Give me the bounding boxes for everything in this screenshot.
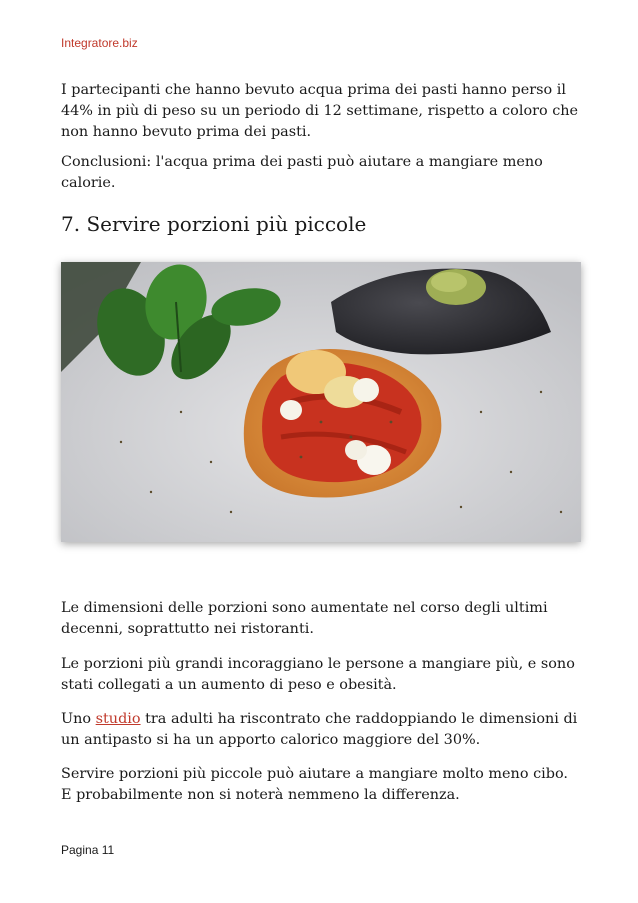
section-title: 7. Servire porzioni più piccole: [61, 212, 367, 236]
study-link[interactable]: studio: [95, 711, 141, 727]
page-number: Pagina 11: [61, 843, 115, 857]
paragraph-study-before: Uno: [61, 711, 96, 727]
paragraph-study-after: tra adulti ha riscontrato che raddoppiando le dimensioni di un antipasto si ha un apporto calorico maggiore del 30%.: [61, 711, 578, 748]
paragraph-portion-sizes: Le dimensioni delle porzioni sono aumentate nel corso degli ultimi decenni, soprattutto nei ristoranti.: [61, 600, 548, 637]
food-photo: [61, 262, 581, 542]
paragraph-serve-smaller: Servire porzioni più piccole può aiutare a mangiare molto meno cibo. E probabilmente non si noterà nemmeno la differenza.: [61, 766, 568, 803]
site-link[interactable]: Integratore.biz: [61, 36, 138, 50]
paragraph-conclusion: Conclusioni: l'acqua prima dei pasti può aiutare a mangiare meno calorie.: [61, 154, 543, 191]
paragraph-larger-portions: Le porzioni più grandi incoraggiano le persone a mangiare più, e sono stati collegati a un aumento di peso e obesità.: [61, 656, 575, 693]
pizza-illustration: [61, 262, 581, 542]
paragraph-study: [61, 709, 581, 751]
paragraph-water-study: I partecipanti che hanno bevuto acqua prima dei pasti hanno perso il 44% in più di peso su un periodo di 12 settimane, rispetto a coloro che non hanno bevuto prima dei pasti.: [61, 82, 579, 140]
